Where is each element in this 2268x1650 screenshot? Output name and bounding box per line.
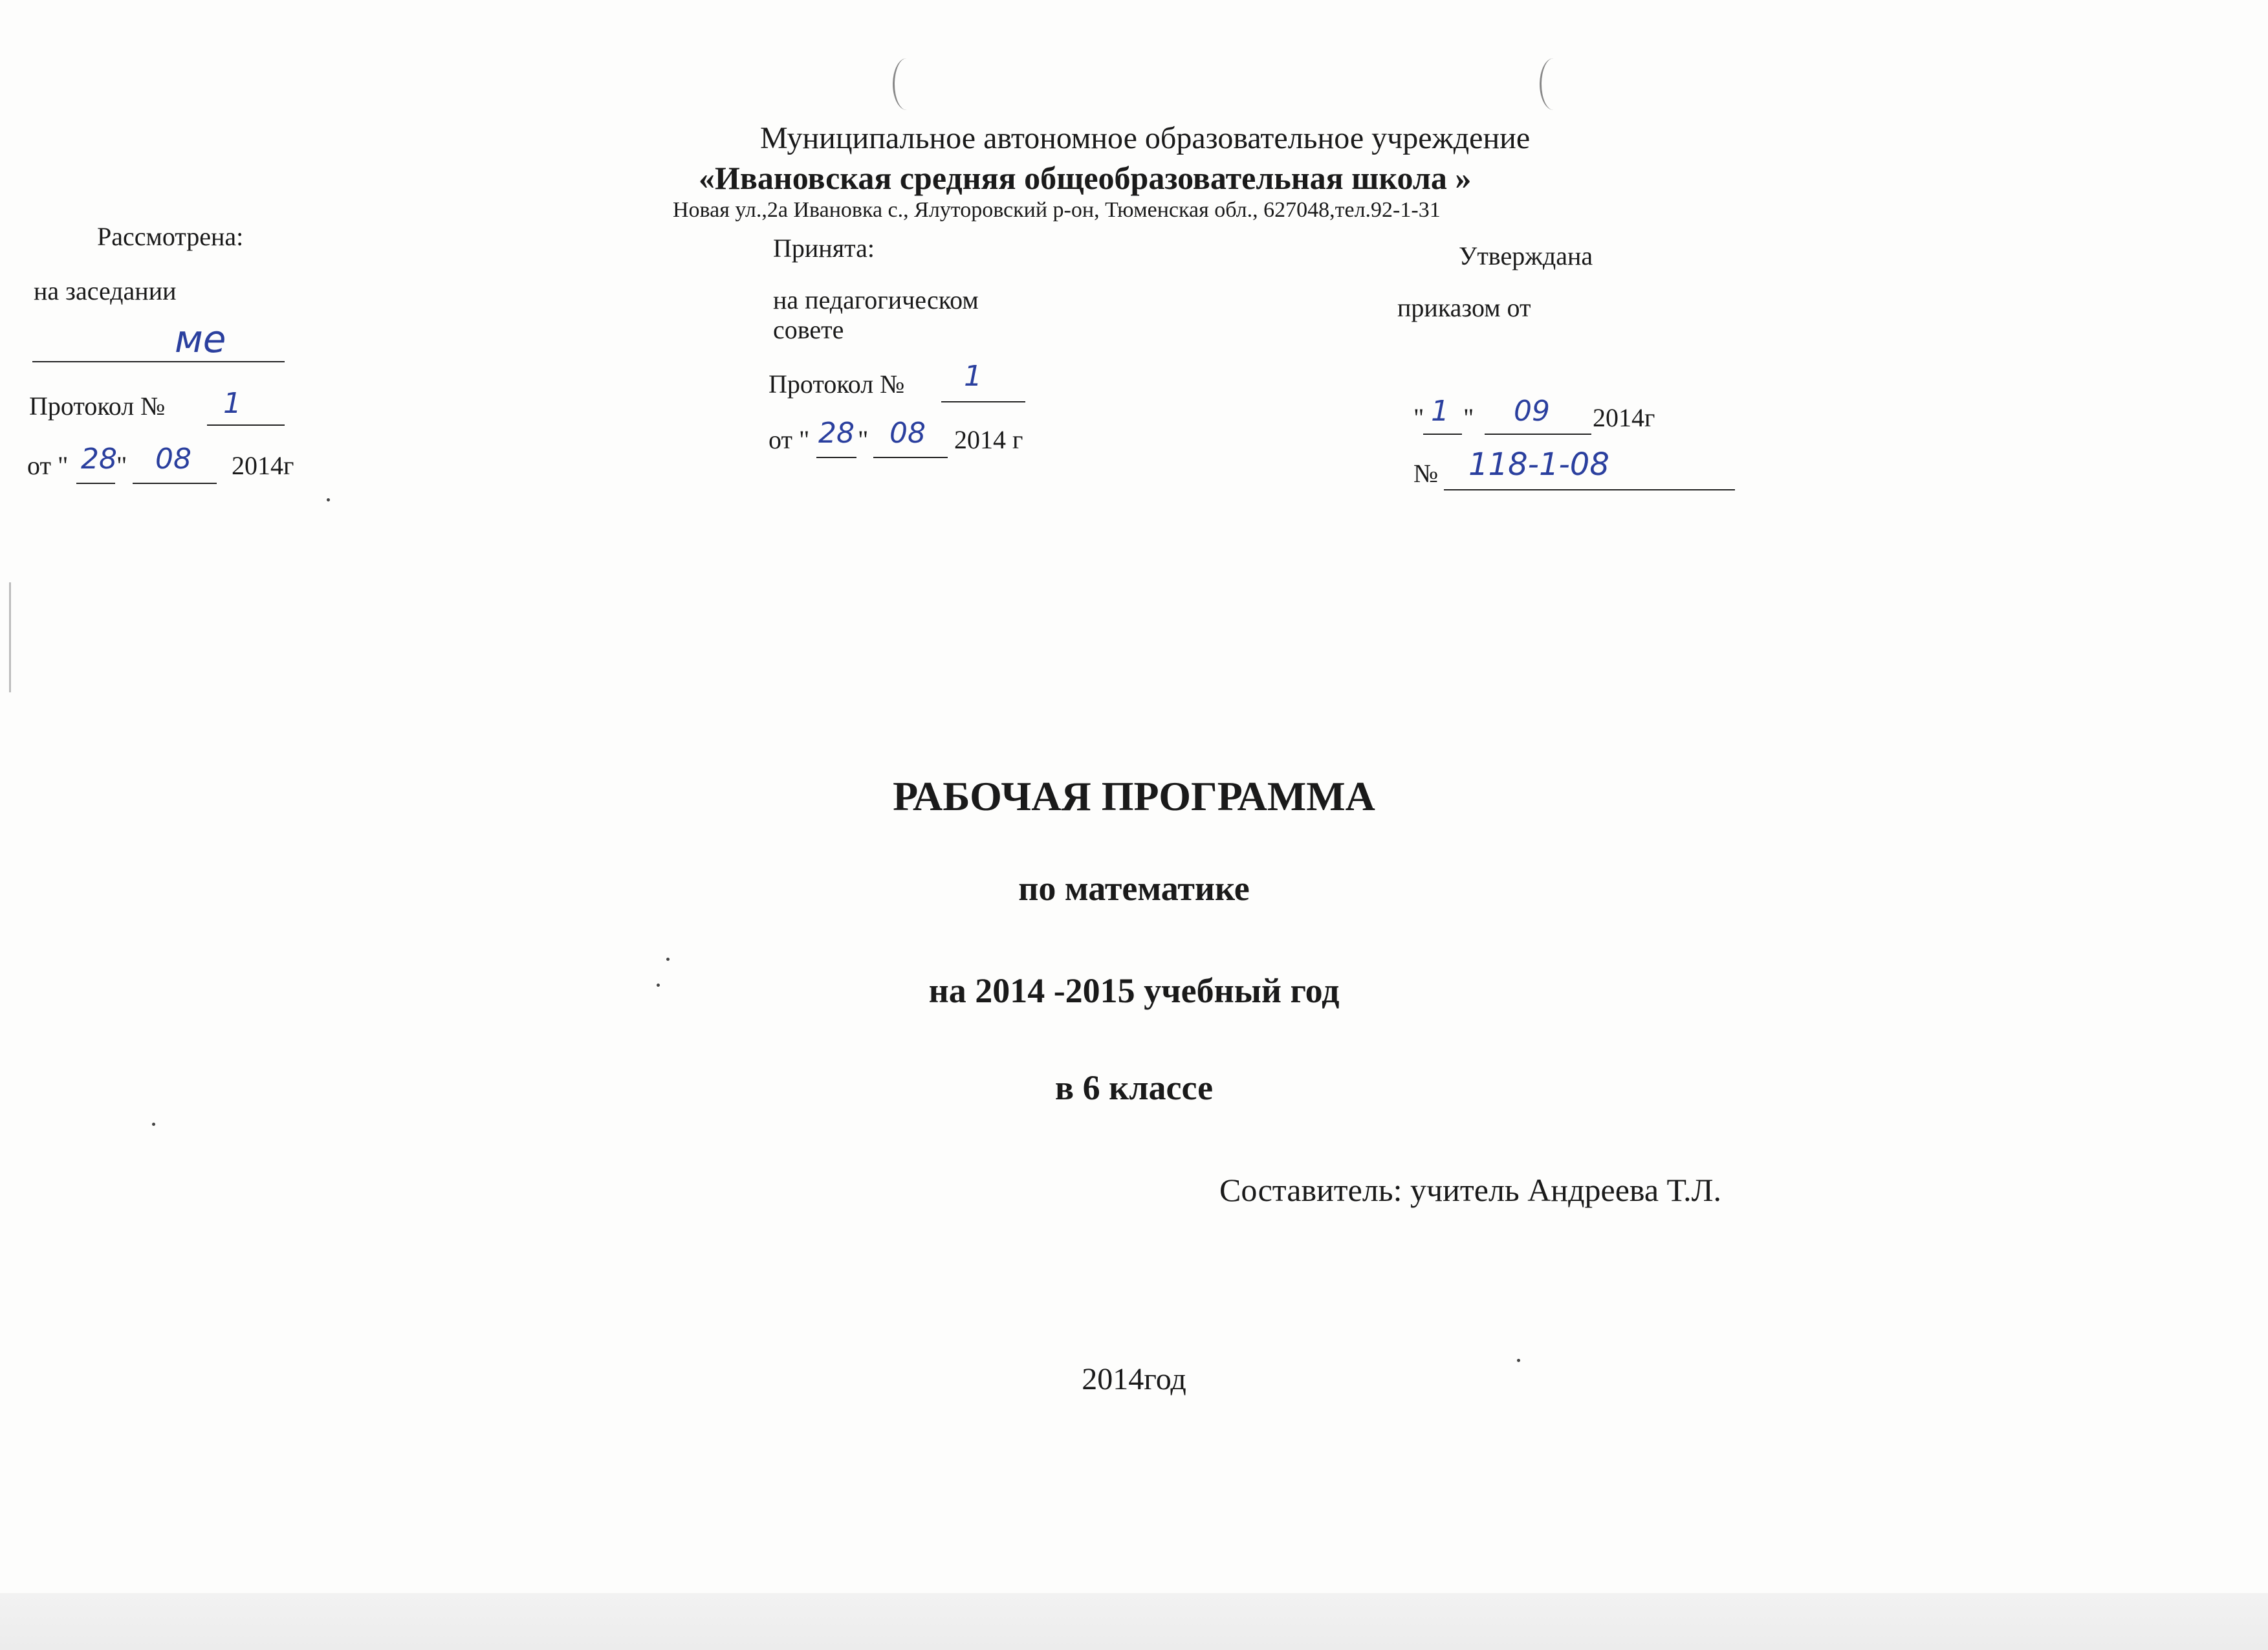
month-line bbox=[873, 457, 948, 458]
academic-year-line: на 2014 -2015 учебный год bbox=[928, 971, 1340, 1010]
approved-date-year: 2014г bbox=[1593, 403, 1655, 432]
protocol-number-line bbox=[207, 424, 285, 426]
reviewed-protocol-label: Протокол № bbox=[29, 391, 166, 421]
accepted-date-mid: " bbox=[858, 425, 869, 454]
school-name: «Ивановская средняя общеобразовательная школа » bbox=[699, 160, 1472, 196]
punch-hole-mark bbox=[1540, 58, 1567, 110]
accepted-date-year: 2014 г bbox=[954, 425, 1023, 454]
document-year: 2014год bbox=[1082, 1362, 1186, 1396]
reviewed-date-prefix: от " bbox=[27, 451, 69, 480]
month-line bbox=[133, 483, 217, 484]
accepted-protocol-label: Протокол № bbox=[769, 369, 905, 399]
handwritten-signature: ме bbox=[175, 317, 226, 361]
reviewed-date-year: 2014г bbox=[232, 451, 294, 480]
accepted-heading: Принята: bbox=[773, 234, 875, 263]
month-line bbox=[1485, 434, 1591, 435]
scan-edge-mark bbox=[9, 582, 11, 692]
scan-speck bbox=[327, 498, 330, 501]
school-address: Новая ул.,2а Ивановка с., Ялуторовский р-он, Тюменская обл., 627048,тел.92-1-31 bbox=[673, 198, 1441, 222]
handwritten-month: 09 bbox=[1514, 395, 1550, 428]
scan-speck bbox=[152, 1123, 155, 1126]
handwritten-protocol-number: 1 bbox=[964, 360, 982, 393]
subject-line: по математике bbox=[1018, 869, 1250, 908]
grade-line: в 6 классе bbox=[1054, 1068, 1214, 1107]
day-line bbox=[76, 483, 115, 484]
approved-date-prefix: " bbox=[1413, 403, 1424, 432]
approved-order-label: приказом от bbox=[1397, 293, 1531, 322]
handwritten-month: 08 bbox=[889, 417, 926, 450]
handwritten-day: 28 bbox=[818, 417, 855, 450]
reviewed-heading: Рассмотрена: bbox=[97, 222, 244, 251]
approved-date-mid: " bbox=[1463, 403, 1474, 432]
handwritten-protocol-number: 1 bbox=[223, 387, 241, 420]
signature-line bbox=[32, 361, 285, 362]
scan-bottom-shade bbox=[0, 1593, 2268, 1650]
author-line: Составитель: учитель Андреева Т.Л. bbox=[1219, 1172, 1721, 1208]
accepted-date-prefix: от " bbox=[769, 425, 810, 454]
approved-number-label: № bbox=[1413, 459, 1439, 488]
handwritten-day: 28 bbox=[81, 443, 117, 476]
handwritten-order-number: 118-1-08 bbox=[1468, 446, 1609, 483]
organization-name: Муниципальное автономное образовательное учреждение bbox=[760, 121, 1531, 155]
document-title: РАБОЧАЯ ПРОГРАММА bbox=[893, 773, 1375, 819]
accepted-council-label: на педагогическом bbox=[773, 285, 979, 314]
reviewed-date-mid: " bbox=[116, 451, 127, 480]
handwritten-month: 08 bbox=[155, 443, 191, 476]
punch-hole-mark bbox=[893, 58, 921, 110]
approved-heading: Утверждана bbox=[1459, 241, 1593, 270]
reviewed-meeting-label: на заседании bbox=[34, 276, 177, 305]
day-line bbox=[816, 457, 856, 458]
day-line bbox=[1423, 434, 1462, 435]
protocol-number-line bbox=[941, 401, 1025, 402]
scan-speck bbox=[666, 958, 670, 961]
handwritten-day: 1 bbox=[1431, 395, 1449, 428]
accepted-council-label-2: совете bbox=[773, 315, 844, 344]
order-number-line bbox=[1444, 489, 1735, 490]
